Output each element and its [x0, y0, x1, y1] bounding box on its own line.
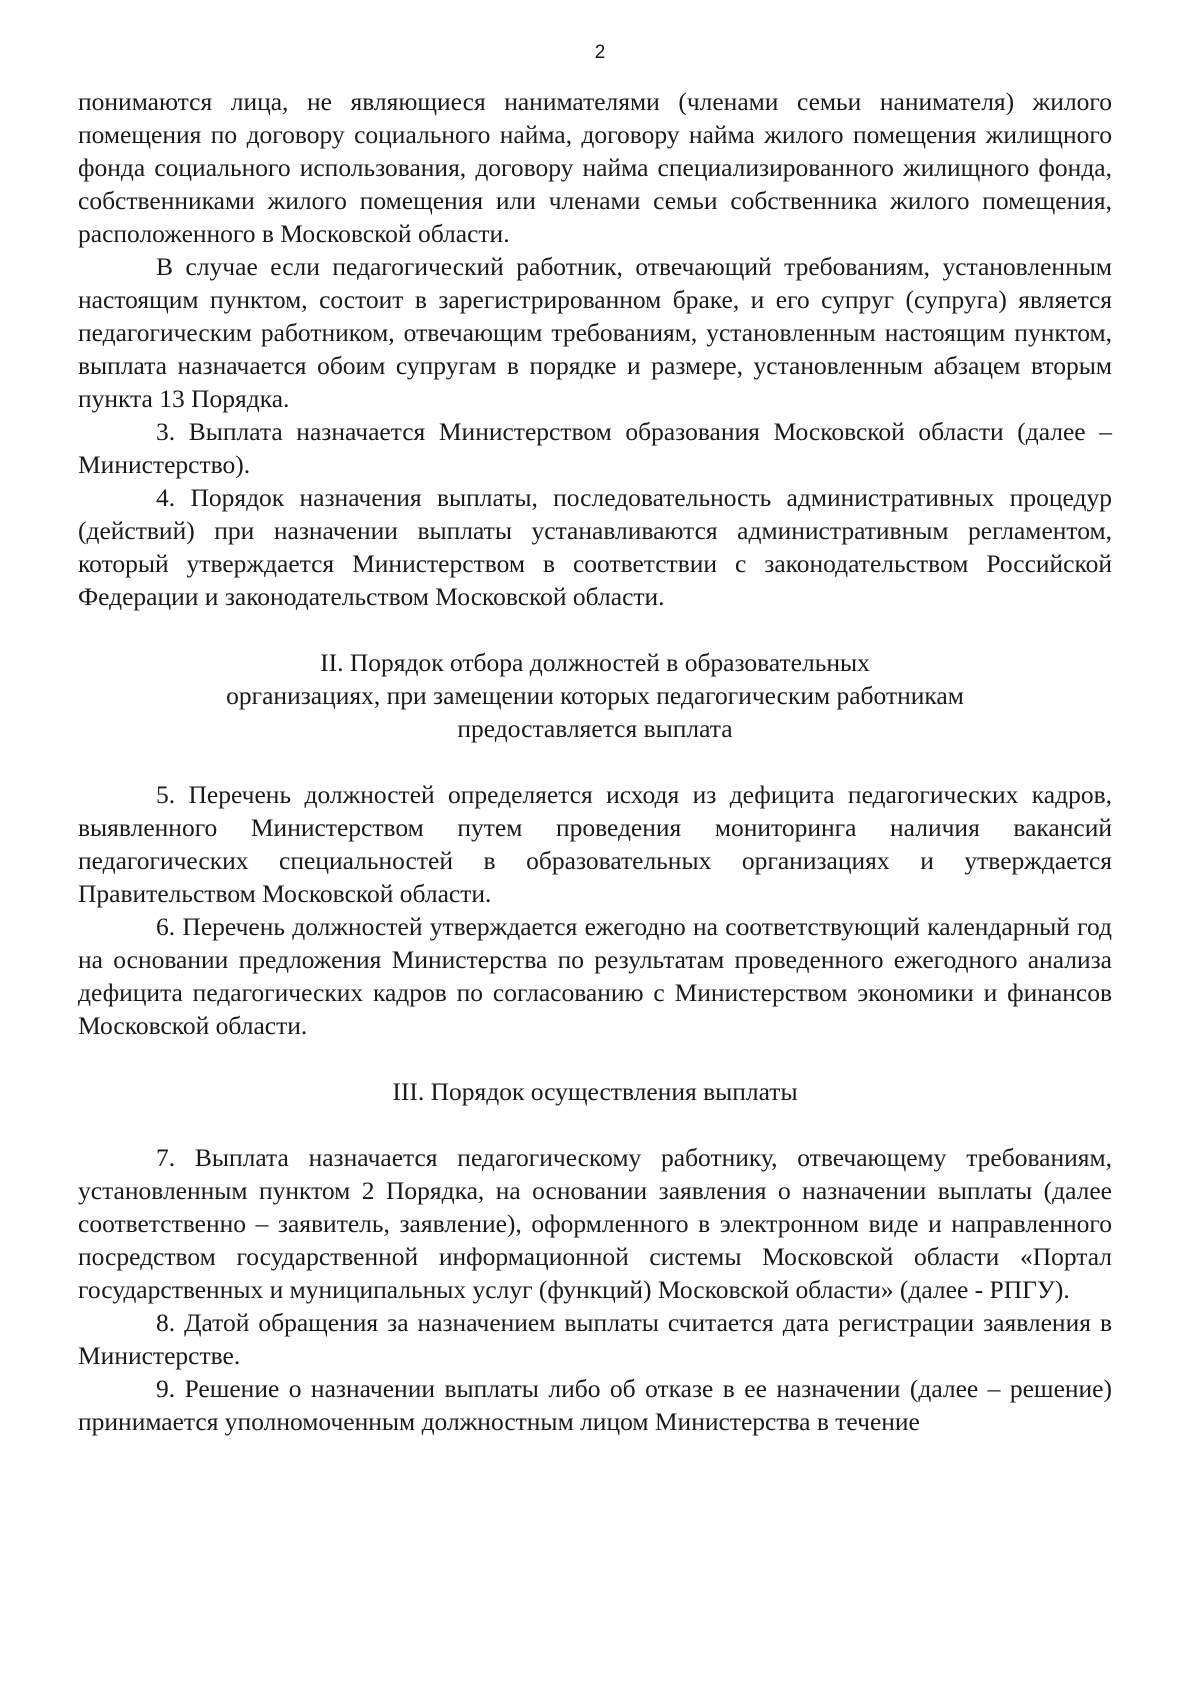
- paragraph-item-4: 4. Порядок назначения выплаты, последовательность административных процедур (действий) при назначении выплаты устанавливаются административным регламентом, который утверждается Министерством в соответствии с законодательством Российской Федерации и законодательством Московской области.: [78, 483, 1112, 611]
- section-2-heading-line-3: предоставляется выплата: [457, 714, 733, 743]
- paragraph-item-9: 9. Решение о назначении выплаты либо об отказе в ее назначении (далее – решение) принимается уполномоченным должностным лицом Министерства в течение: [78, 1374, 1112, 1436]
- paragraph-item-7: 7. Выплата назначается педагогическому работнику, отвечающему требованиям, установленным пунктом 2 Порядка, на основании заявления о назначении выплаты (далее соответственно – заявитель, заявление), оформленного в электронном виде и направленного посредством государственной информационной системы Московской области «Портал государственных и муниципальных услуг (функций) Московской области» (далее - РПГУ).: [78, 1143, 1112, 1304]
- paragraph-item-6: 6. Перечень должностей утверждается ежегодно на соответствующий календарный год на основании предложения Министерства по результатам проведенного ежегодного анализа дефицита педагогических кадров по согласованию с Министерством экономики и финансов Московской области.: [78, 912, 1112, 1040]
- paragraph-spouses: В случае если педагогический работник, отвечающий требованиям, установленным настоящим пунктом, состоит в зарегистрированном браке, и его супруг (супруга) является педагогическим работником, отвечающим требованиям, установленным настоящим пунктом, выплата назначается обоим супругам в порядке и размере, установленным абзацем вторым пункта 13 Порядка.: [78, 252, 1112, 413]
- section-3-heading: III. Порядок осуществления выплаты: [392, 1077, 798, 1106]
- paragraph-item-8: 8. Датой обращения за назначением выплаты считается дата регистрации заявления в Министерстве.: [78, 1308, 1112, 1370]
- paragraph-item-5: 5. Перечень должностей определяется исходя из дефицита педагогических кадров, выявленного Министерством путем проведения мониторинга наличия вакансий педагогических специальностей в образовательных организациях и утверждается Правительством Московской области.: [78, 780, 1112, 908]
- document-body: [78, 85, 1112, 1438]
- paragraph-continuation: понимаются лица, не являющиеся нанимателями (членами семьи нанимателя) жилого помещения по договору социального найма, договору найма жилого помещения жилищного фонда социального использования, договору найма специализированного жилищного фонда, собственниками жилого помещения или членами семьи собственника жилого помещения, расположенного в Московской области.: [78, 87, 1112, 248]
- section-2-heading: [78, 646, 1112, 745]
- page-number: 2: [594, 42, 606, 63]
- paragraph-item-3: 3. Выплата назначается Министерством образования Московской области (далее – Министерство).: [78, 417, 1112, 479]
- section-2-heading-line-1: II. Порядок отбора должностей в образовательных: [320, 648, 870, 677]
- section-2-heading-line-2: организациях, при замещении которых педагогическим работникам: [226, 681, 964, 710]
